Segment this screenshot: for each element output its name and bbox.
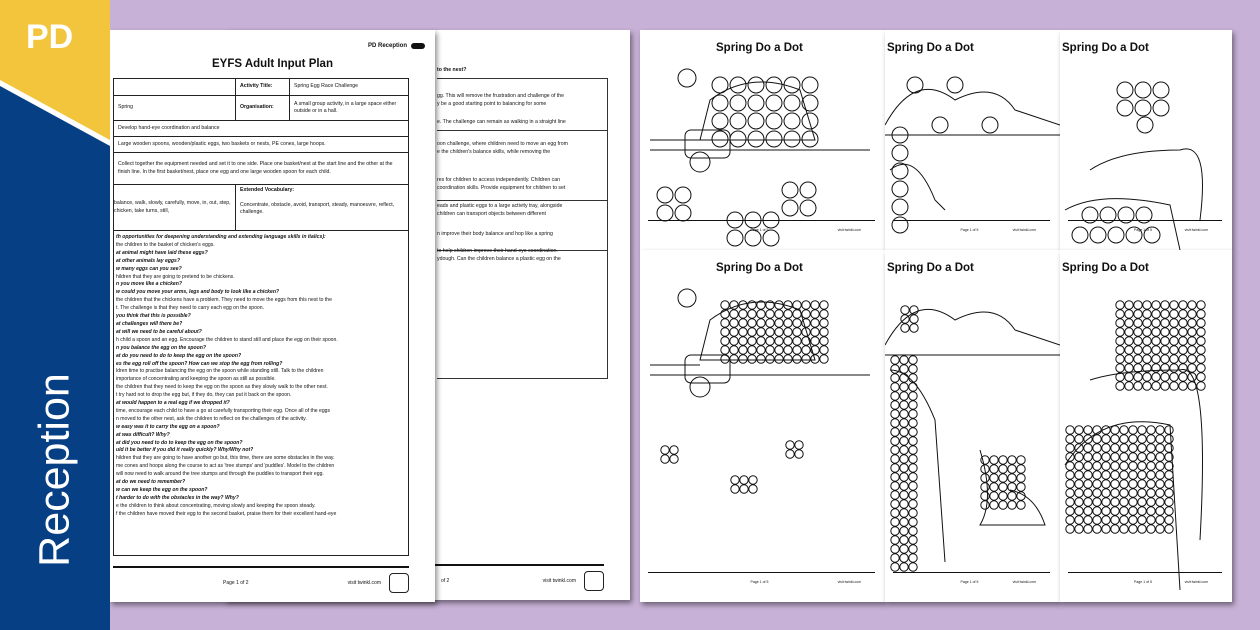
page-number: Page 1 of 5 — [960, 228, 979, 232]
objective: Develop hand-eye coordination and balance — [114, 121, 409, 137]
page-2-line: e. The challenge can remain as walking in a straight line — [437, 119, 566, 125]
page-number: of 2 — [441, 578, 450, 584]
colouring-footer — [893, 220, 1050, 238]
step-line: at would happen to a real egg if we dropped it? — [116, 400, 230, 407]
step-line: importance of concentrating and keeping the spoon as still as possible. — [116, 376, 276, 383]
page-2-line: gg. This will remove the frustration and challenge of the — [437, 93, 565, 99]
page-2-footer — [415, 564, 604, 600]
colouring-footer — [1068, 572, 1222, 590]
page-2-line: y be a good starting point to balancing for some — [437, 101, 547, 107]
page-2-line: eads and plastic eggs to a large activity tray, alongside — [437, 203, 563, 209]
page-header — [368, 43, 425, 49]
twinkl-logo — [389, 573, 409, 593]
site-link: visit twinkl.com — [1184, 228, 1208, 232]
step-line: at animal might have laid these eggs? — [116, 249, 208, 256]
page-2-line: coordination skills. Provide equipment for children to set — [437, 185, 566, 191]
step-line: at will we need to be careful about? — [116, 328, 202, 335]
dot-illustration — [885, 30, 1060, 250]
page-number: Page 1 of 5 — [750, 228, 769, 232]
colouring-footer — [893, 572, 1050, 590]
step-line: w can we keep the egg on the spoon? — [116, 487, 208, 493]
colouring-page-farm-barn-large-dots — [640, 30, 885, 250]
step-line: n you balance the egg on the spoon? — [116, 344, 206, 351]
colouring-title: Spring Do a Dot — [887, 42, 974, 54]
table-border — [607, 78, 608, 378]
step-line: time, encourage each child to have a go at carefully transporting their egg. Once all of the eggs — [116, 407, 331, 414]
step-line: the children to the basket of chicken's eggs. — [116, 241, 215, 248]
table-rule — [437, 130, 608, 131]
site-link: visit twinkl.com — [837, 580, 861, 584]
header-label: PD Reception — [367, 43, 407, 49]
site-link: visit twinkl.com — [1012, 228, 1036, 232]
colouring-title: Spring Do a Dot — [1062, 42, 1149, 54]
site-link: visit twinkl.com — [837, 228, 861, 232]
colouring-footer — [648, 220, 875, 238]
step-line: t harder to do with the obstacles in the way? Why? — [116, 494, 239, 501]
step-line: hildren that they are going to pretend to be chickens. — [116, 273, 235, 280]
page-number: Page 1 of 2 — [223, 580, 249, 586]
document-page-1 — [110, 30, 435, 602]
subject-label: PD — [26, 18, 74, 56]
activity-title-label: Activity Title: — [240, 83, 273, 90]
step-line: w could you move your arms, legs and body to look like a chicken? — [116, 289, 280, 296]
step-line: ldren time to practise balancing the egg on the spoon while standing still. Talk to the children — [116, 368, 324, 375]
step-line: at challenges will there be? — [116, 320, 183, 327]
activity-steps — [114, 231, 409, 556]
vocabulary: balance, walk, slowly, carefully, move, in, out, step, chicken, take turns, still, — [114, 185, 236, 231]
step-line: h child a spoon and an egg. Encourage the children to stand still and place the egg on their spoon. — [116, 336, 338, 343]
step-line: at do we need to remember? — [116, 479, 186, 486]
page-number: Page 1 of 5 — [1134, 580, 1152, 584]
organisation-label: Organisation: — [240, 104, 274, 111]
step-line: n moved to the other nest, ask the children to reflect on the challenges of the activity. — [116, 415, 307, 422]
step-line: will now need to walk around the tree stumps and through the puddles to transport their egg. — [116, 471, 324, 478]
colouring-page-girl-rabbit-small-dots — [885, 250, 1060, 602]
colouring-footer — [648, 572, 875, 590]
table-rule — [437, 378, 608, 379]
step-line: at other animals lay eggs? — [116, 257, 180, 264]
table-rule — [437, 200, 608, 201]
table-rule — [437, 78, 608, 79]
colouring-title: Spring Do a Dot — [716, 42, 803, 54]
colouring-footer — [1068, 220, 1222, 238]
category-banner — [0, 0, 110, 630]
page-2-content — [437, 30, 608, 600]
page-2-line: res for children to access independently. Children can — [437, 177, 561, 183]
dot-illustration — [640, 30, 885, 250]
page-2-line: to the nest? — [437, 67, 467, 73]
term: Spring — [114, 96, 236, 121]
step-line: t try hard not to drop the egg but, if they do, they can put it back on the spoon. — [116, 392, 292, 399]
dot-illustration — [640, 250, 885, 602]
page-number: Page 1 of 5 — [750, 580, 769, 584]
page-2-line: children can transport objects between different — [437, 211, 546, 217]
stage-label: Reception — [30, 373, 79, 567]
step-line: me cones and hoops along the course to act as 'tree stumps' and 'puddles'. Model to the children — [116, 463, 335, 470]
step-line: f the children have moved their egg to the second basket, praise them for their excellent hand-eye — [116, 510, 337, 517]
step-line: the children that they need to keep the egg on the spoon as they slowly walk to the other nest. — [116, 384, 328, 391]
step-line: hildren that they are going to have another go but, this time, there are some obstacles in the way. — [116, 455, 335, 462]
twinkl-logo — [584, 571, 604, 591]
site-link: visit twinkl.com — [347, 580, 381, 586]
step-line: you think that this is possible? — [116, 313, 191, 320]
page-2-line: n improve their body balance and hop like a spring — [437, 231, 553, 237]
colouring-title: Spring Do a Dot — [716, 262, 803, 274]
dot-illustration — [885, 250, 1060, 602]
page-2-line: e the children's balance skills, while removing the — [437, 149, 551, 155]
colouring-page-lambs-large-dots — [1060, 30, 1232, 250]
step-line: w many eggs can you see? — [116, 265, 182, 272]
page-title: EYFS Adult Input Plan — [212, 58, 333, 70]
page-2-line: oon challenge, where children need to move an egg from — [437, 141, 568, 147]
site-link: visit twinkl.com — [542, 578, 576, 584]
step-line: w easy was it to carry the egg on a spoon? — [116, 423, 220, 430]
step-line: at do you need to do to keep the egg on the spoon? — [116, 352, 242, 359]
site-link: visit twinkl.com — [1184, 580, 1208, 584]
organisation: A small group activity, in a large space either outside or in a hall. — [290, 96, 409, 121]
step-line: uld it be better if you did it really quickly? Why/Why not? — [116, 447, 254, 454]
page-2-line: ydough. Can the children balance a plastic egg on the — [437, 256, 561, 262]
site-link: visit twinkl.com — [1012, 580, 1036, 584]
step-line: es the egg roll off the spoon? How can we stop the egg from rolling? — [116, 360, 283, 367]
page-1-footer — [113, 566, 409, 602]
extended-vocab-label: Extended Vocabulary: — [240, 187, 295, 193]
step-line: n you move like a chicken? — [116, 281, 182, 288]
dot-illustration — [1060, 30, 1232, 250]
step-line: e the children to think about concentrating, moving slowly and keeping the spoon steady. — [116, 502, 316, 509]
step-line: th opportunities for deepening understanding and extending language skills in italics): — [116, 234, 326, 240]
colouring-page-farm-barn-small-dots — [640, 250, 885, 602]
page-number: Page 1 of 5 — [960, 580, 979, 584]
plan-table — [113, 78, 409, 556]
step-line: the children that the chickens have a problem. They need to move the eggs from this nest to the — [116, 297, 332, 304]
preparation: Collect together the equipment needed and set it to one side. Place one basket/nest at the start line and the other at the finish line. In the first basket/nest, place one egg and one large wooden spoon for each child. — [114, 153, 409, 185]
colouring-title: Spring Do a Dot — [1062, 262, 1149, 274]
page-number: Page 1 of 5 — [1134, 228, 1152, 232]
equipment: Large wooden spoons, wooden/plastic eggs, two baskets or nests, PE cones, large hoops. — [114, 137, 409, 153]
colouring-page-girl-trees-large-dots — [885, 30, 1060, 250]
step-line: t. The challenge is that they need to carry each egg on the spoon. — [116, 305, 265, 312]
dot-illustration — [1060, 250, 1232, 602]
step-line: at was difficult? Why? — [116, 431, 170, 438]
header-tab — [411, 43, 425, 49]
step-line: at did you need to do to keep the egg on the spoon? — [116, 439, 243, 446]
colouring-page-lambs-small-dots — [1060, 250, 1232, 602]
colouring-title: Spring Do a Dot — [887, 262, 974, 274]
extended-vocab: Concentrate, obstacle, avoid, transport, steady, manoeuvre, reflect, challenge. — [240, 201, 395, 216]
page-2-line: to help children improve their hand-eye coordination. — [437, 248, 558, 254]
activity-title: Spring Egg Race Challenge — [290, 79, 409, 96]
